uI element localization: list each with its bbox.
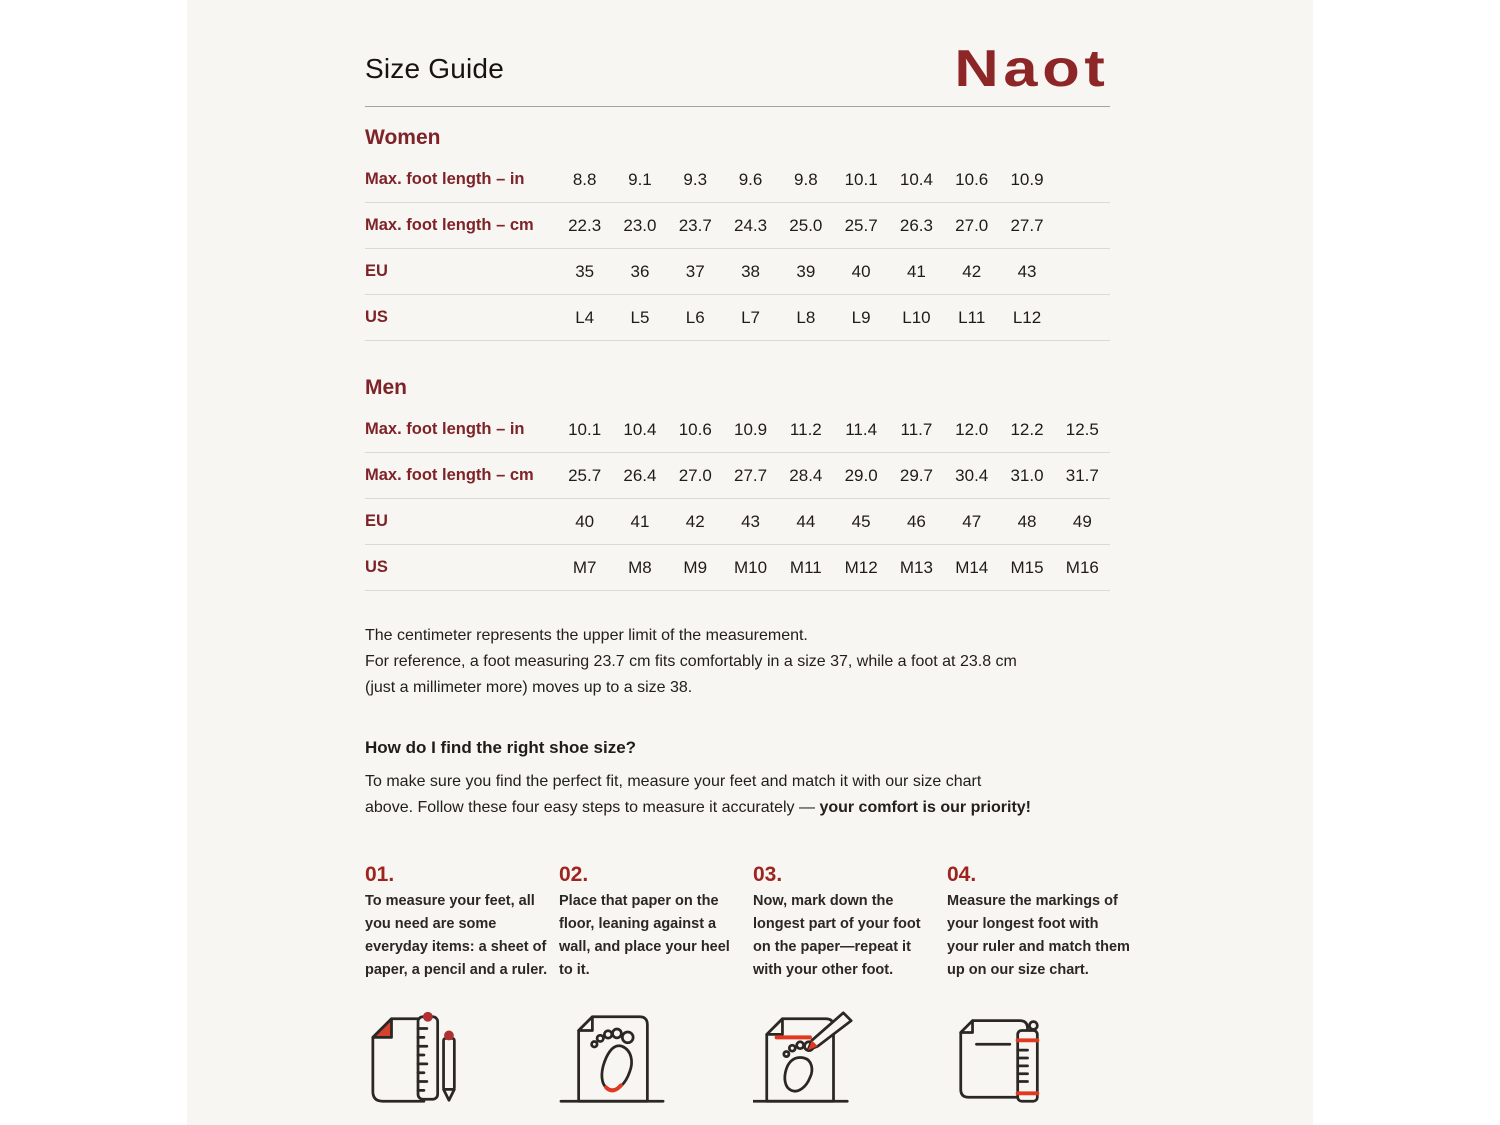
step-item (365, 862, 559, 982)
size-cell: 37 (685, 261, 705, 281)
size-cell: M13 (899, 557, 933, 577)
size-cell: 39 (796, 261, 816, 281)
measurement-note (365, 623, 1110, 701)
size-cell: L4 (575, 307, 595, 327)
naot-logo: Naot (954, 40, 1110, 98)
size-cell: 27.7 (733, 465, 768, 485)
size-cell: 12.2 (1010, 419, 1044, 439)
how-to-intro-bold: your comfort is our priority! (819, 799, 1032, 816)
size-cell: 42 (685, 511, 705, 531)
size-row (365, 249, 1110, 295)
step-number: 03. (753, 863, 783, 886)
note-line: The centimeter represents the upper limit of the measurement. (365, 627, 808, 644)
step-text: Measure the markings of your longest foot with your ruler and match them up on our size chart. (947, 893, 1130, 978)
size-cell: 10.9 (1010, 169, 1044, 189)
men-section (365, 375, 1110, 591)
step-number: 04. (947, 863, 977, 886)
size-cell: L12 (1012, 307, 1042, 327)
men-size-table (365, 407, 1110, 591)
how-to-intro-line2: above. Follow these four easy steps to measure it accurately — (365, 799, 820, 816)
size-cell: M14 (955, 557, 989, 577)
size-cell: 9.3 (683, 169, 708, 189)
page-title: Size Guide (365, 53, 504, 84)
size-row-label: Max. foot length – in (365, 420, 525, 438)
step-item (559, 862, 753, 982)
size-cell: 49 (1072, 511, 1092, 531)
size-row-label: Max. foot length – cm (365, 216, 534, 234)
size-cell: M7 (572, 557, 597, 577)
size-cell: 9.1 (628, 169, 652, 189)
mark-foot-pencil-icon (753, 1010, 947, 1105)
step-item (753, 862, 947, 982)
size-cell: 10.9 (733, 419, 768, 439)
size-cell: 28.4 (789, 465, 823, 485)
size-cell: 11.7 (900, 419, 933, 439)
size-cell: 41 (630, 511, 650, 531)
size-cell: 27.0 (955, 215, 989, 235)
size-row-label: EU (365, 512, 388, 530)
size-cell: M8 (628, 557, 652, 577)
size-cell: L7 (741, 307, 760, 327)
size-cell: 27.0 (678, 465, 712, 485)
size-cell: 27.7 (1010, 215, 1044, 235)
size-cell: L6 (685, 307, 705, 327)
size-cell: L10 (902, 307, 931, 327)
size-row-label: EU (365, 262, 388, 280)
size-cell: 47 (962, 511, 982, 531)
size-row (365, 295, 1110, 341)
size-cell: 48 (1017, 511, 1037, 531)
size-cell: M11 (789, 557, 822, 577)
size-cell: 9.6 (738, 169, 763, 189)
step-number: 01. (365, 863, 395, 886)
size-cell: 22.3 (568, 215, 602, 235)
size-cell: 30.4 (955, 465, 989, 485)
size-cell: 10.6 (678, 419, 712, 439)
step-text: To measure your feet, all you need are some everyday items: a sheet of paper, a pencil and a ruler. (365, 893, 548, 978)
size-cell: 11.4 (845, 419, 878, 439)
women-section (365, 125, 1110, 341)
size-cell: M16 (1065, 557, 1099, 577)
how-to-intro (365, 769, 1085, 821)
size-row-label: Max. foot length – in (365, 170, 525, 188)
size-cell: 10.6 (955, 169, 989, 189)
women-size-table (365, 157, 1110, 341)
section-title-women: Women (365, 126, 441, 149)
size-cell: 35 (575, 261, 595, 281)
size-cell: 40 (575, 511, 595, 531)
size-cell: 25.7 (568, 465, 602, 485)
size-cell: 24.3 (733, 215, 768, 235)
size-guide-sheet (187, 0, 1313, 1125)
size-cell: 26.3 (899, 215, 933, 235)
size-cell: 12.0 (955, 419, 989, 439)
step-item (947, 862, 1141, 982)
heel-against-wall-icon (559, 1010, 753, 1105)
size-cell: M12 (844, 557, 878, 577)
size-cell: 25.7 (844, 215, 878, 235)
size-cell: 8.8 (572, 169, 597, 189)
size-cell: 46 (906, 511, 926, 531)
size-cell: 29.7 (899, 465, 933, 485)
size-cell: L5 (630, 307, 650, 327)
step-icons (365, 1010, 1110, 1105)
size-row-label: Max. foot length – cm (365, 466, 534, 484)
how-to-heading: How do I find the right shoe size? (365, 738, 637, 757)
steps (365, 862, 1130, 982)
size-cell: L11 (958, 307, 986, 327)
note-line: (just a millimeter more) moves up to a size 38. (365, 679, 693, 696)
size-cell: 38 (741, 261, 760, 281)
step-text: Now, mark down the longest part of your foot on the paper—repeat it with your other foot. (753, 893, 921, 978)
size-cell: M9 (683, 557, 708, 577)
size-cell: 41 (906, 261, 926, 281)
size-cell: 45 (851, 511, 871, 531)
size-cell: 31.0 (1010, 465, 1044, 485)
size-cell: 29.0 (844, 465, 878, 485)
size-cell: 40 (851, 261, 871, 281)
size-cell: 36 (630, 261, 650, 281)
size-cell: L9 (851, 307, 871, 327)
size-guide-content (365, 40, 1130, 1105)
size-cell: 23.7 (678, 215, 712, 235)
size-cell: 43 (1017, 261, 1037, 281)
size-cell: 43 (741, 511, 760, 531)
size-cell: 42 (962, 261, 982, 281)
step-number: 02. (559, 863, 589, 886)
size-row (365, 545, 1110, 591)
measure-ruler-icon (947, 1010, 1141, 1105)
size-cell: M15 (1010, 557, 1044, 577)
header (365, 40, 1110, 98)
size-cell: M10 (734, 557, 768, 577)
size-cell: 11.2 (789, 419, 822, 439)
size-row (365, 453, 1110, 499)
step-text: Place that paper on the floor, leaning against a wall, and place your heel to it. (559, 893, 730, 978)
size-cell: L8 (796, 307, 816, 327)
size-cell: 10.4 (899, 169, 933, 189)
size-cell: 31.7 (1065, 465, 1099, 485)
size-cell: 9.8 (794, 169, 818, 189)
paper-pencil-ruler-icon (365, 1010, 559, 1105)
size-row (365, 407, 1110, 453)
size-cell: 44 (796, 511, 816, 531)
size-cell: 12.5 (1065, 419, 1099, 439)
size-cell: 10.1 (568, 419, 602, 439)
size-cell: 23.0 (623, 215, 657, 235)
section-title-men: Men (365, 376, 407, 399)
how-to-intro-line1: To make sure you find the perfect fit, measure your feet and match it with our size chart (365, 773, 982, 790)
size-row (365, 203, 1110, 249)
size-cell: 25.0 (789, 215, 823, 235)
size-row (365, 157, 1110, 203)
size-row (365, 499, 1110, 545)
size-cell: 26.4 (623, 465, 657, 485)
size-row-label: US (365, 558, 388, 576)
size-cell: 10.4 (623, 419, 657, 439)
header-divider (365, 106, 1110, 107)
size-cell: 10.1 (844, 169, 878, 189)
size-row-label: US (365, 308, 388, 326)
note-line: For reference, a foot measuring 23.7 cm fits comfortably in a size 37, while a foot at 23.8 cm (365, 653, 1017, 670)
